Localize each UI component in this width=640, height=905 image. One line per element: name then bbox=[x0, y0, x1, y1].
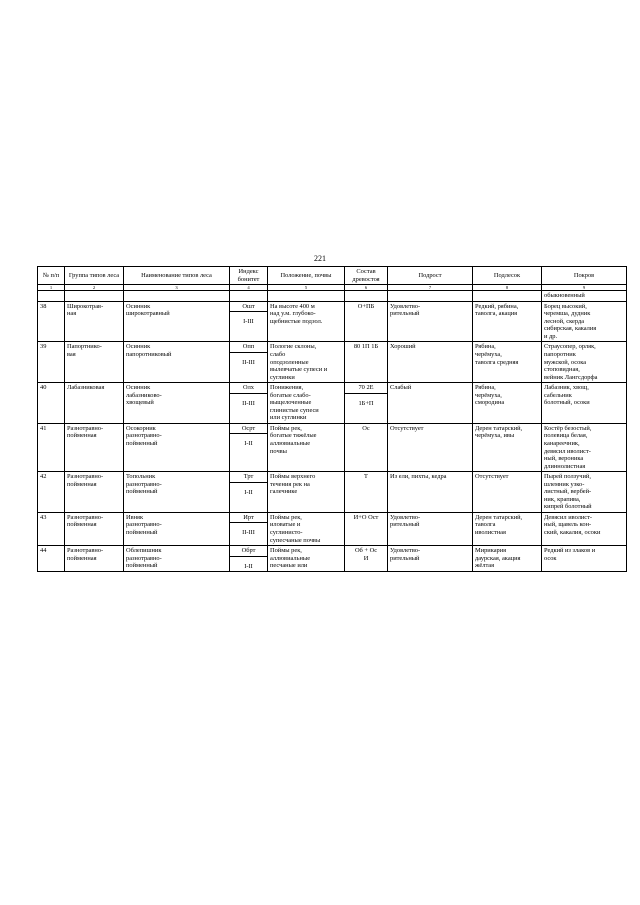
position-soils: Пологие склоны, слабо оподзоленные вылевчатые супеси и суглинки bbox=[268, 342, 345, 383]
bonitet: II-III bbox=[242, 529, 255, 537]
bonitet: I-II bbox=[244, 440, 253, 448]
header-composition: Состав древостоя bbox=[345, 267, 388, 285]
ground-cover: Девясил иволист- ный, щавель кон- ский, какалия, осоки bbox=[542, 512, 627, 545]
composition-top: 70 2Е bbox=[345, 383, 387, 394]
underbrush: Дерен татарский, черёмуха, ивы bbox=[473, 423, 542, 471]
forest-type-name: Ивняк разнотравно- пойменный bbox=[124, 512, 230, 545]
row-number: 44 bbox=[38, 546, 65, 572]
ground-cover: Лабазник, хвощ, сабельник болотный, осоки bbox=[542, 383, 627, 424]
forest-group: Разнотравно- пойменная bbox=[65, 512, 124, 545]
composition-bottom: 1Б+П bbox=[358, 399, 374, 407]
header-row bbox=[38, 267, 627, 285]
index-bonitet-cell bbox=[230, 546, 268, 572]
ground-cover: Пырей ползучий, шлемник узко- листный, вербей- ник, крапива, кипрей болотный bbox=[542, 472, 627, 513]
position-soils: Поймы рек, аллювиальные песчаные или bbox=[268, 546, 345, 572]
underbrush: Отсутствует bbox=[473, 472, 542, 513]
header-position: Положение, почвы bbox=[268, 267, 345, 285]
forest-type-name: Осинник широкотравный bbox=[124, 301, 230, 342]
row-number: 41 bbox=[38, 423, 65, 471]
index-bonitet-cell bbox=[230, 383, 268, 424]
position-soils: Поймы рек, богатые тяжёлые аллювиальные почвы bbox=[268, 423, 345, 471]
undergrowth: Отсутствует bbox=[388, 423, 473, 471]
bonitet: II-III bbox=[242, 358, 255, 366]
continuation-row bbox=[38, 291, 627, 302]
row-number: 42 bbox=[38, 472, 65, 513]
header-num: № п/п bbox=[38, 267, 65, 285]
underbrush: Рябина, черёмуха, таволга средняя bbox=[473, 342, 542, 383]
forest-group: Лабазниковая bbox=[65, 383, 124, 424]
index-bonitet-cell bbox=[230, 301, 268, 342]
ground-cover: Борец высокий, черемша, дудник лесной, скерда сибирская, какалия и др. bbox=[542, 301, 627, 342]
undergrowth: Слабый bbox=[388, 383, 473, 424]
bonitet: I-III bbox=[243, 318, 254, 326]
header-name: Наименование типов леса bbox=[124, 267, 230, 285]
row-number: 39 bbox=[38, 342, 65, 383]
stand-composition: О+ПБ bbox=[345, 301, 388, 342]
table-row bbox=[38, 423, 627, 471]
position-soils: Понижения, богатые слабо- выщелоченные глинистые супеси или суглинки bbox=[268, 383, 345, 424]
undergrowth: Хороший bbox=[388, 342, 473, 383]
column-number: 2 bbox=[65, 285, 124, 291]
undergrowth: Из ели, пихты, кедра bbox=[388, 472, 473, 513]
type-index: Опп bbox=[230, 342, 267, 353]
table-row bbox=[38, 301, 627, 342]
forest-group: Широкотрав- ная bbox=[65, 301, 124, 342]
position-soils: Поймы верхнего течения рек на галечнике bbox=[268, 472, 345, 513]
position-soils: Поймы рек, иловатые и суглинисто- супесчаные почвы bbox=[268, 512, 345, 545]
underbrush: Мирикария даурская, акация жёлтая bbox=[473, 546, 542, 572]
bonitet: I-II bbox=[244, 488, 253, 496]
type-index: Трт bbox=[230, 472, 267, 483]
forest-types-table bbox=[37, 266, 627, 572]
forest-group: Разнотравно- пойменная bbox=[65, 472, 124, 513]
type-index: Осрт bbox=[230, 424, 267, 435]
forest-type-name: Осинник папоротниковый bbox=[124, 342, 230, 383]
stand-composition: Ос bbox=[345, 423, 388, 471]
table-row bbox=[38, 546, 627, 572]
column-number: 7 bbox=[388, 285, 473, 291]
table-row bbox=[38, 472, 627, 513]
stand-composition: Т bbox=[345, 472, 388, 513]
column-number: 3 bbox=[124, 285, 230, 291]
forest-group: Разнотравно- пойменная bbox=[65, 546, 124, 572]
table-row bbox=[38, 383, 627, 424]
header-cover: Покров bbox=[542, 267, 627, 285]
type-index: Ирт bbox=[230, 513, 267, 524]
index-bonitet-cell bbox=[230, 342, 268, 383]
stand-composition: И+О Ост bbox=[345, 512, 388, 545]
forest-type-name: Осокорник разнотравно- пойменный bbox=[124, 423, 230, 471]
page-number: 221 bbox=[314, 254, 326, 263]
undergrowth: Удовлетво- рительный bbox=[388, 512, 473, 545]
header-underbrush: Подлесок bbox=[473, 267, 542, 285]
table-row bbox=[38, 342, 627, 383]
stand-composition: Об + Ос И bbox=[345, 546, 388, 572]
type-index: Ошт bbox=[230, 302, 267, 313]
forest-type-name: Осинник лабазниково- хвощевый bbox=[124, 383, 230, 424]
forest-type-name: Топольник разнотравно- пойменный bbox=[124, 472, 230, 513]
row-number: 40 bbox=[38, 383, 65, 424]
type-index: Олх bbox=[230, 383, 267, 394]
ground-cover: Страусопер, орляк, папоротник мужской, осока стоповидная, вейник Лангсдорфа bbox=[542, 342, 627, 383]
row-number: 43 bbox=[38, 512, 65, 545]
undergrowth: Удовлетво- рительный bbox=[388, 546, 473, 572]
bonitet: II-III bbox=[242, 399, 255, 407]
index-bonitet-cell bbox=[230, 472, 268, 513]
stand-composition bbox=[345, 383, 388, 424]
table-row bbox=[38, 512, 627, 545]
row-number: 38 bbox=[38, 301, 65, 342]
ground-cover: Редкий из злаков и осок bbox=[542, 546, 627, 572]
column-number: 4 bbox=[230, 285, 268, 291]
undergrowth: Удовлетво- рительный bbox=[388, 301, 473, 342]
position-soils: На высоте 400 м над у.м. глубоко- щебнистые подзол. bbox=[268, 301, 345, 342]
header-group: Группа типов леса bbox=[65, 267, 124, 285]
underbrush: Рябина, черёмуха, смородина bbox=[473, 383, 542, 424]
column-number: 6 bbox=[345, 285, 388, 291]
forest-type-name: Облепишник разнотравно- пойменный bbox=[124, 546, 230, 572]
underbrush: Редкий, рябина, таволга, акация bbox=[473, 301, 542, 342]
stand-composition: 80 1П 1Б bbox=[345, 342, 388, 383]
header-index: Индекс бонитет bbox=[230, 267, 268, 285]
continuation-cover: обыкновенный bbox=[542, 291, 627, 302]
type-index: Обрт bbox=[230, 546, 267, 557]
header-undergrowth: Подрост bbox=[388, 267, 473, 285]
index-bonitet-cell bbox=[230, 423, 268, 471]
column-number: 1 bbox=[38, 285, 65, 291]
column-number: 8 bbox=[473, 285, 542, 291]
forest-group: Разнотравно- пойменная bbox=[65, 423, 124, 471]
bonitet: I-II bbox=[244, 562, 253, 570]
forest-group: Папортнико- вая bbox=[65, 342, 124, 383]
underbrush: Дерен татарский, таволга иволистная bbox=[473, 512, 542, 545]
index-bonitet-cell bbox=[230, 512, 268, 545]
column-number: 9 bbox=[542, 285, 627, 291]
column-number: 5 bbox=[268, 285, 345, 291]
ground-cover: Костёр безостый, полевица белая, канареечник, девясил иволист- ный, вероника длиннолистная bbox=[542, 423, 627, 471]
